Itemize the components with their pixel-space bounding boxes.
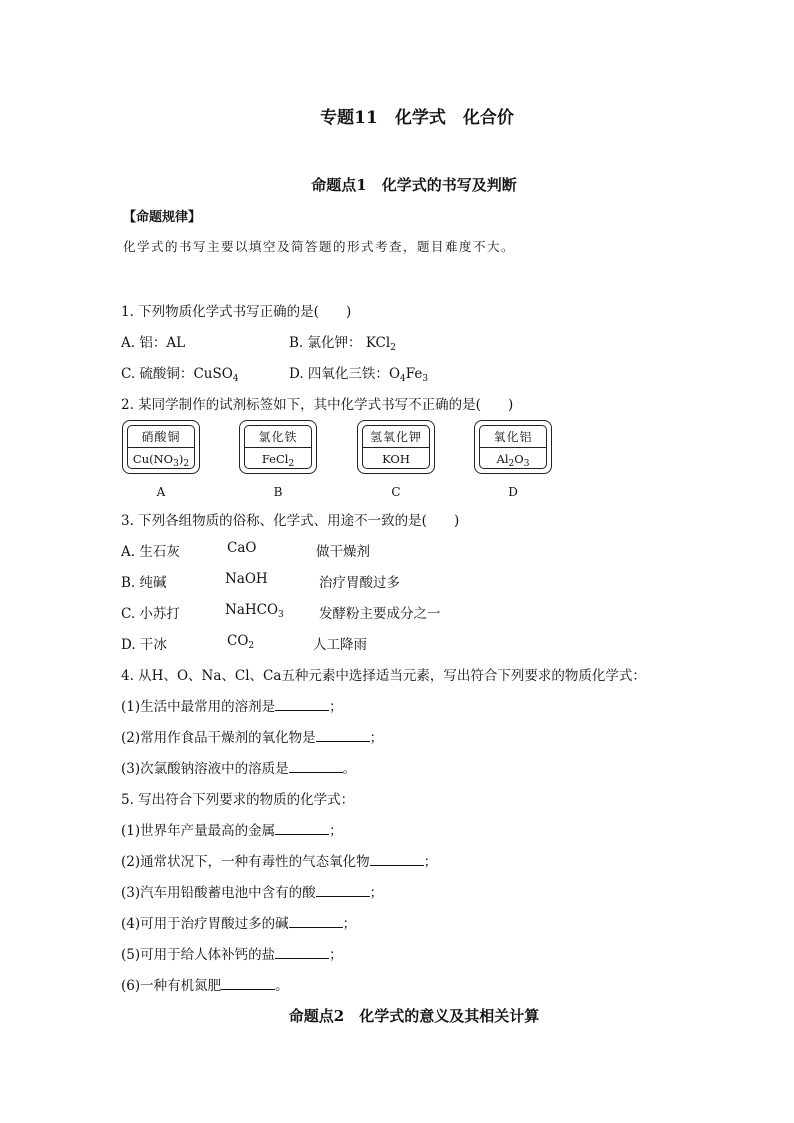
q5-item-end: ；: [423, 854, 438, 870]
reagent-label-a: [122, 420, 200, 474]
q1-option-c: [121, 362, 239, 382]
q4-item: [121, 757, 356, 777]
q4-item-text: (2)常用作食品干燥剂的氧化物是: [121, 730, 316, 746]
q4-item-end: 。: [342, 761, 357, 777]
page-title: 专题11 化学式 化合价: [320, 108, 514, 128]
reagent-label-formula: [480, 449, 546, 469]
q5-item-text: (6)一种有机氮肥: [121, 978, 222, 994]
q1-option-d-subscript-2: 3: [422, 374, 429, 384]
q3-formula-text: NaOH: [225, 571, 268, 587]
q1-option-b-prefix: B. 氯化钾：: [289, 335, 362, 351]
reagent-label-frame: [244, 425, 312, 469]
section-heading-1: 命题点1 化学式的书写及判断: [311, 176, 517, 194]
answer-blank[interactable]: [221, 976, 275, 990]
reagent-label-formula-part: O: [514, 452, 524, 466]
reagent-label-subscript: 2: [508, 459, 515, 469]
q3-option-use: 发酵粉主要成分之一: [319, 606, 441, 622]
q1-option-b-subscript: 2: [390, 343, 396, 353]
q5-item-end: ；: [329, 823, 343, 839]
q3-formula-text: NaHCO: [225, 602, 279, 618]
reagent-label-formula-part: FeCl: [261, 452, 289, 466]
q4-item-text: (1)生活中最常用的溶剂是: [121, 699, 276, 715]
q1-option-a: [121, 331, 185, 351]
q1-option-d: [289, 362, 428, 382]
reagent-label-c: [357, 420, 435, 474]
q5-item-end: ；: [342, 916, 357, 932]
q5-item-text: (3)汽车用铅酸蓄电池中含有的酸: [121, 885, 316, 901]
rule-heading: 【命题规律】: [123, 210, 202, 225]
q3-option-formula: [227, 633, 254, 649]
q5-item: [121, 819, 343, 839]
reagent-label-formula-part: KOH: [382, 452, 410, 466]
reagent-label-subscript: 3: [173, 459, 179, 469]
reagent-label-subscript: 2: [288, 459, 295, 469]
q5-item-end: ；: [329, 947, 343, 963]
q1-option-d-formula-2: Fe: [405, 366, 423, 382]
q4-item-text: (3)次氯酸钠溶液中的溶质是: [121, 761, 289, 777]
q1-option-b-formula: KCl: [365, 335, 391, 351]
q3-option-use: 人工降雨: [313, 637, 367, 653]
q1-option-d-subscript-1: 4: [400, 374, 406, 384]
q5-item: [121, 881, 383, 901]
reagent-label-frame: [127, 425, 195, 469]
q1-option-a-formula: AL: [166, 335, 186, 351]
answer-blank[interactable]: [316, 728, 370, 742]
reagent-label-letter: D: [508, 485, 518, 499]
question-2-stem: 2. 某同学制作的试剂标签如下，其中化学式书写不正确的是( ): [121, 397, 514, 413]
question-5-stem: 5. 写出符合下列要求的物质的化学式：: [121, 792, 355, 808]
question-1-stem: 1. 下列物质化学式书写正确的是( ): [121, 304, 352, 320]
question-4-stem: 4. 从H、O、Na、Cl、Ca五种元素中选择适当元素，写出符合下列要求的物质化学式：: [121, 668, 646, 684]
question-3-stem: 3. 下列各组物质的俗称、化学式、用途不一致的是( ): [121, 513, 460, 529]
q3-formula-subscript: 3: [278, 610, 284, 620]
reagent-label-name: 氧化铝: [480, 428, 546, 448]
q1-option-c-prefix: C. 硫酸铜：: [121, 366, 194, 382]
q3-option-letter: C. 小苏打: [121, 606, 180, 622]
q5-item-text: (5)可用于给人体补钙的盐: [121, 947, 276, 963]
q3-option-use: 做干燥剂: [316, 544, 370, 560]
answer-blank[interactable]: [275, 945, 329, 959]
reagent-label-subscript: 2: [183, 459, 190, 469]
q5-item-text: (4)可用于治疗胃酸过多的碱: [121, 916, 289, 932]
q5-item-end: 。: [275, 978, 289, 994]
reagent-label-formula: [363, 449, 429, 469]
q3-option-letter: A. 生石灰: [121, 544, 180, 560]
reagent-label-frame: [362, 425, 430, 469]
reagent-label-formula: [245, 449, 311, 469]
reagent-label-name: 氯化铁: [245, 428, 311, 448]
q3-formula-text: CaO: [227, 540, 257, 556]
q4-item: [121, 695, 343, 715]
section-heading-2: 命题点2 化学式的意义及其相关计算: [288, 1007, 540, 1025]
reagent-label-letter: A: [156, 485, 166, 499]
q3-option-use: 治疗胃酸过多: [319, 575, 400, 591]
q5-item-text: (2)通常状况下，一种有毒性的气态氧化物: [121, 854, 370, 870]
q5-item-end: ；: [369, 885, 384, 901]
q1-option-a-prefix: A. 铝：: [121, 335, 167, 351]
answer-blank[interactable]: [289, 759, 343, 773]
reagent-label-name: 氢氧化钾: [363, 428, 429, 448]
reagent-label-formula-part: ): [178, 452, 184, 466]
reagent-label-formula-part: Cu(NO: [132, 452, 174, 466]
q3-formula-text: CO: [227, 633, 249, 649]
q3-option-formula: [227, 540, 256, 556]
q5-item: [121, 850, 437, 870]
reagent-label-letter: B: [273, 485, 283, 499]
answer-blank[interactable]: [289, 914, 343, 928]
reagent-label-subscript: 3: [523, 459, 530, 469]
q1-option-c-formula: CuSO: [193, 366, 233, 382]
q3-option-formula: [225, 602, 284, 618]
answer-blank[interactable]: [370, 852, 424, 866]
q5-item: [121, 912, 356, 932]
reagent-label-b: [239, 420, 317, 474]
q5-item: [121, 943, 343, 963]
answer-blank[interactable]: [275, 697, 329, 711]
q1-option-b: [289, 331, 396, 351]
rule-text: 化学式的书写主要以填空及简答题的形式考查，题目难度不大。: [123, 239, 516, 254]
q4-item: [121, 726, 383, 746]
q5-item: [121, 974, 289, 994]
q3-option-letter: B. 纯碱: [121, 575, 167, 591]
reagent-label-formula-part: Al: [496, 452, 509, 466]
q3-option-letter: D. 干冰: [121, 637, 167, 653]
q1-option-c-subscript: 4: [232, 374, 239, 384]
answer-blank[interactable]: [275, 821, 329, 835]
q1-option-d-prefix: D. 四氧化三铁：: [289, 366, 389, 382]
answer-blank[interactable]: [316, 883, 370, 897]
q4-item-end: ；: [369, 730, 384, 746]
q5-item-text: (1)世界年产量最高的金属: [121, 823, 276, 839]
q1-option-d-formula-1: O: [388, 366, 401, 382]
reagent-label-d: [474, 420, 552, 474]
q4-item-end: ；: [329, 699, 343, 715]
q3-option-formula: [225, 571, 268, 587]
reagent-label-letter: C: [391, 485, 401, 499]
reagent-label-frame: [479, 425, 547, 469]
reagent-label-formula: [128, 449, 194, 469]
q3-formula-subscript: 2: [248, 641, 255, 651]
reagent-label-name: 硝酸铜: [128, 428, 194, 448]
